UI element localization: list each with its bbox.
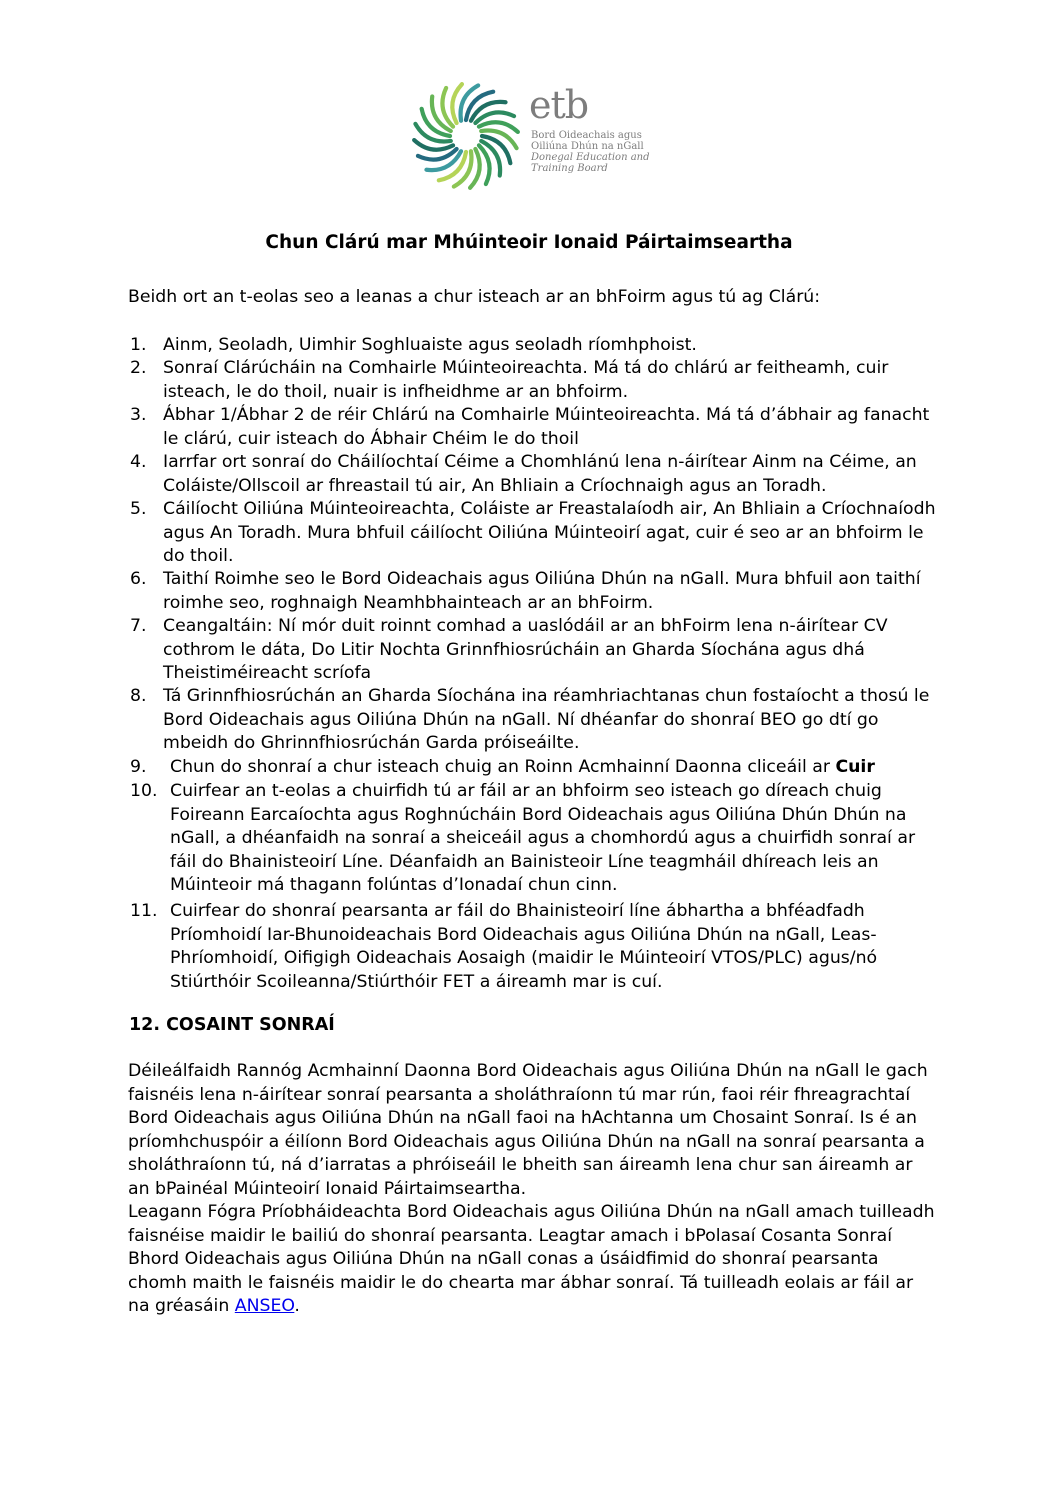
list-item-line bbox=[163, 568, 921, 592]
body-line: faisnéis lena n-áirítear sonraí pearsanta a sholáthraíonn tú mar rún, faoi réir fhreagrachtaí bbox=[128, 1084, 911, 1105]
list-item-line bbox=[163, 709, 929, 733]
body-line-last bbox=[128, 1295, 935, 1319]
list-item-text bbox=[163, 615, 888, 686]
body-line: chomh maith le faisnéis maidir le do chearta mar ábhar sonraí. Tá tuilleadh eolais ar fáil ar bbox=[128, 1272, 914, 1293]
list-item-line bbox=[163, 662, 888, 686]
list-item-line-text: Príomhoidí Iar-Bhunoideachais Bord Oideachais agus Oiliúna Dhún na nGall, Leas- bbox=[170, 924, 877, 945]
list-item-line-text: agus An Toradh. Mura bhfuil cáilíocht Oiliúna Múinteoirí agat, cuir é seo ar an bhfoirm le bbox=[163, 522, 924, 543]
etb-swirl-icon bbox=[410, 80, 522, 192]
list-item-text bbox=[163, 685, 929, 756]
list-item-text bbox=[163, 498, 936, 569]
list-item-text bbox=[163, 404, 929, 451]
list-item-line-text: mbeidh do Ghrinnfhiosrúchán Garda próiseáilte. bbox=[163, 733, 580, 753]
list-item-line bbox=[163, 732, 929, 756]
body-line: Bhord Oideachais agus Oiliúna Dhún na nGall conas a úsáidfimid do shonraí pearsanta bbox=[128, 1249, 879, 1269]
list-item-line-text: Iarrfar ort sonraí do Cháilíochtaí Céime a Chomhlánú lena n-áirítear Ainm na Céime, an bbox=[163, 452, 917, 472]
list-item-line bbox=[170, 900, 877, 924]
list-item-number: 7. bbox=[130, 616, 147, 636]
list-item-number: 9. bbox=[130, 757, 147, 777]
list-item-line-text: Phríomhoidí, Oifigigh Oideachais Aosaigh (maidir le Múinteoirí VTOS/PLC) agus/nó bbox=[170, 948, 878, 968]
list-item-number: 8. bbox=[130, 686, 147, 706]
list-item-line bbox=[170, 827, 915, 851]
body-line: príomhchuspóir a éilíonn Bord Oideachais agus Oiliúna Dhún na nGall na sonraí pearsanta a bbox=[128, 1131, 925, 1152]
list-item-text bbox=[163, 334, 697, 358]
list-item-line bbox=[170, 804, 915, 828]
list-item-line bbox=[163, 639, 888, 663]
intro-text: Beidh ort an t-eolas seo a leanas a chur isteach ar an bhFoirm agus tú ag Clárú: bbox=[128, 287, 821, 307]
list-item-number: 6. bbox=[130, 569, 147, 589]
cuir-keyword: Cuir bbox=[835, 757, 875, 777]
logo-subline: Bord Oideachais agus bbox=[531, 130, 642, 141]
body-line: Déileálfaidh Rannóg Acmhainní Daonna Bord Oideachais agus Oiliúna Dhún na nGall le gach bbox=[128, 1061, 928, 1081]
list-item-line-text: do thoil. bbox=[163, 546, 234, 566]
list-item-number: 2. bbox=[130, 358, 147, 378]
list-item-line bbox=[170, 780, 915, 804]
list-item-text bbox=[163, 357, 888, 404]
page-title: Chun Clárú mar Mhúinteoir Ionaid Páirtaimseartha bbox=[265, 232, 793, 253]
list-item-text bbox=[163, 451, 917, 498]
list-item-line-text: Ceangaltáin: Ní mór duit roinnt comhad a uaslódáil ar an bhFoirm lena n-áirítear CV bbox=[163, 616, 888, 636]
list-item-line-text: Coláiste/Ollscoil ar fhreastail tú air, An Bhliain a Críochnaigh agus an Toradh. bbox=[163, 475, 827, 496]
list-item-line-text: isteach, le do thoil, nuair is infheidhme ar an bhfoirm. bbox=[163, 381, 629, 402]
list-item-line bbox=[170, 756, 875, 780]
list-item-text bbox=[163, 568, 921, 615]
list-item-line bbox=[163, 545, 936, 569]
list-item-number: 5. bbox=[130, 499, 147, 519]
logo-subline: Oiliúna Dhún na nGall bbox=[531, 141, 644, 152]
list-item-number: 4. bbox=[130, 452, 147, 472]
list-item-line bbox=[163, 428, 929, 452]
list-item-line-text: Taithí Roimhe seo le Bord Oideachais agus Oiliúna Dhún na nGall. Mura bhfuil aon taithí bbox=[163, 569, 921, 589]
list-item-line-text: Sonraí Clárúcháin na Comhairle Múinteoireachta. Má tá do chlárú ar feitheamh, cuir bbox=[163, 358, 889, 378]
list-item-text bbox=[170, 900, 877, 994]
list-item-line bbox=[163, 498, 936, 522]
list-item-number: 3. bbox=[130, 405, 147, 425]
body-line: an bPainéal Múinteoirí Ionaid Páirtaimseartha. bbox=[128, 1178, 527, 1199]
list-item-line bbox=[163, 592, 921, 616]
list-item-line-text: Cuirfear an t-eolas a chuirfidh tú ar fáil ar an bhfoirm seo isteach go díreach chuig bbox=[170, 781, 882, 801]
list-item-line-text: roimhe seo, roghnaigh Neamhbhainteach ar an bhFoirm. bbox=[163, 592, 654, 613]
list-item-line-text: nGall, a dhéanfaidh na sonraí a sheiceáil agus a chomhordú agus a chuirfidh sonraí ar bbox=[170, 828, 916, 848]
body-line: faisnéise maidir le bailiú do shonraí pearsanta. Leagtar amach i bPolasaí Cosanta Sonraí bbox=[128, 1225, 893, 1246]
list-item-line bbox=[163, 357, 888, 381]
list-item-line bbox=[170, 971, 877, 995]
list-item-line bbox=[163, 522, 936, 546]
list-item-line bbox=[163, 685, 929, 709]
anseo-link[interactable]: ANSEO bbox=[234, 1296, 295, 1316]
list-item-text bbox=[170, 780, 915, 898]
list-item-line bbox=[170, 924, 877, 948]
etb-logo bbox=[410, 80, 650, 190]
list-item-line-text: Ábhar 1/Ábhar 2 de réir Chlárú na Comhairle Múinteoireachta. Má tá d’ábhair ag fanacht bbox=[163, 405, 930, 425]
list-item-line-text: Chun do shonraí a chur isteach chuig an Roinn Acmhainní Daonna cliceáil ar bbox=[170, 757, 836, 777]
body-line: Leagann Fógra Príobháideachta Bord Oideachais agus Oiliúna Dhún na nGall amach tuilleadh bbox=[128, 1202, 935, 1222]
list-item-line bbox=[170, 947, 877, 971]
body-line: sholáthraíonn tú, ná d’iarratas a phróiseáil le bheith san áireamh lena chur san áireamh ar bbox=[128, 1155, 913, 1175]
list-item-line bbox=[163, 475, 917, 499]
list-item-line-text: Múinteoir má thagann folúntas d’Ionadaí chun cinn. bbox=[170, 875, 618, 895]
list-item-line-text: Stiúrthóir Scoileanna/Stiúrthóir FET a áireamh mar is cuí. bbox=[170, 971, 663, 992]
logo-wordmark: etb bbox=[529, 83, 589, 127]
logo-subline: Training Board bbox=[531, 163, 608, 174]
list-item-line-text: fáil do Bhainisteoirí Líne. Déanfaidh an Bainisteoir Líne teagmháil dhíreach leis an bbox=[170, 851, 879, 872]
list-item-text bbox=[170, 756, 875, 780]
list-item-line bbox=[163, 381, 888, 405]
body-line-suffix: . bbox=[294, 1296, 300, 1316]
data-protection-paragraph bbox=[128, 1060, 935, 1319]
list-item-line-text: cothrom le dáta, Do Litir Nochta Grinnfhiosrúcháin an Gharda Síochána agus dhá bbox=[163, 639, 865, 660]
list-item-number: 1. bbox=[130, 335, 147, 355]
list-item-line-text: Bord Oideachais agus Oiliúna Dhún na nGall. Ní dhéanfar do shonraí BEO go dtí go bbox=[163, 709, 879, 730]
list-item-line bbox=[170, 851, 915, 875]
list-item-line-text: le clárú, cuir isteach do Ábhair Chéim le do thoil bbox=[163, 428, 579, 449]
list-item-line-text: Cuirfear do shonraí pearsanta ar fáil do Bhainisteoirí líne ábhartha a bhféadfadh bbox=[170, 901, 865, 921]
list-item-line-text: Foireann Earcaíochta agus Roghnúcháin Bord Oideachais agus Oiliúna Dhún Dhún na bbox=[170, 804, 907, 825]
list-item-number: 10. bbox=[130, 781, 158, 801]
list-item-line-text: Cáilíocht Oiliúna Múinteoireachta, Coláiste ar Freastalaíodh air, An Bhliain a Críochnaíodh bbox=[163, 499, 936, 519]
body-line: Bord Oideachais agus Oiliúna Dhún na nGall faoi na hAchtanna um Chosaint Sonraí. Is é an bbox=[128, 1108, 917, 1128]
body-line-prefix: na gréasáin bbox=[128, 1296, 235, 1316]
list-item-line-text: Tá Grinnfhiosrúchán an Gharda Síochána ina réamhriachtanas chun fostaíocht a thosú le bbox=[163, 686, 930, 706]
list-item-line bbox=[163, 334, 697, 358]
list-item-line-text: Theistiméireacht scríofa bbox=[163, 663, 372, 683]
list-item-number: 11. bbox=[130, 901, 158, 921]
section-heading: 12. COSAINT SONRAÍ bbox=[129, 1015, 335, 1035]
logo-subline: Donegal Education and bbox=[531, 152, 650, 163]
list-item-line-text: Ainm, Seoladh, Uimhir Soghluaiste agus seoladh ríomhphoist. bbox=[163, 335, 697, 355]
list-item-line bbox=[163, 451, 917, 475]
list-item-line bbox=[163, 404, 929, 428]
list-item-line bbox=[170, 874, 915, 898]
list-item-line bbox=[163, 615, 888, 639]
